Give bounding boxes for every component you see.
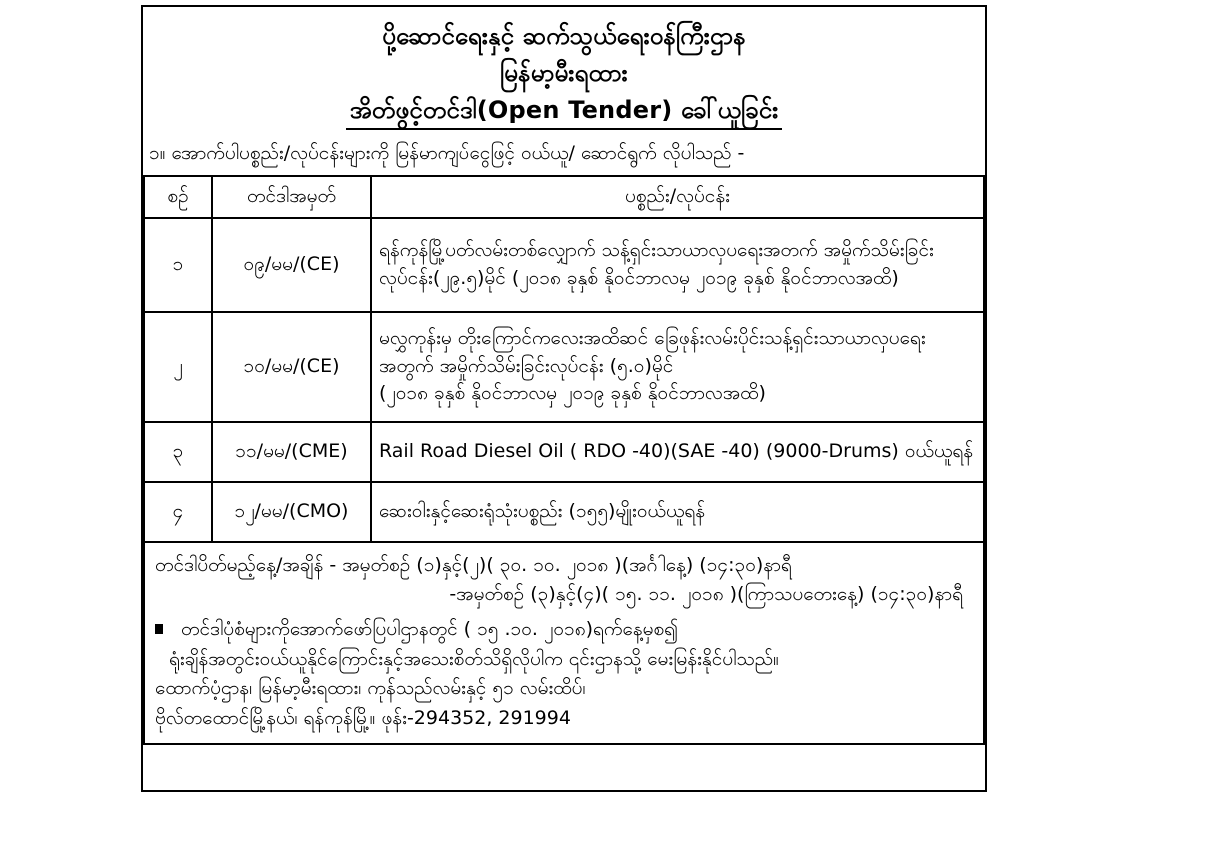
notice-title-wrap xyxy=(143,93,985,131)
row-ref: ၁၁/မမ/(CME) xyxy=(212,422,371,482)
row-desc xyxy=(371,482,984,542)
organization-title: မြန်မာ့မီးရထား xyxy=(500,58,628,87)
tender-notice-frame xyxy=(141,5,987,792)
row-no: ၁ xyxy=(144,218,212,312)
intro-paragraph: ၁။ အောက်ပါပစ္စည်း/လုပ်ငန်းများကို မြန်မာကျပ်ငွေဖြင့် ဝယ်ယူ/ ဆောင်ရွက် လိုပါသည် - xyxy=(149,142,745,165)
bullet-note xyxy=(155,615,973,674)
row-ref: ၀၉/မမ/(CE) xyxy=(212,218,371,312)
row-no: ၂ xyxy=(144,312,212,422)
notice-title: အိတ်ဖွင့်တင်ဒါ(Open Tender) ခေါ်ယူခြင်း xyxy=(346,93,783,131)
deadline-line-2: -အမှတ်စဉ် (၃)နှင့်(၄)( ၁၅. ၁၁. ၂၀၁၈ )(ကြာသပတေးနေ့) (၁၄:၃၀)နာရီ xyxy=(449,582,963,605)
row-desc xyxy=(371,218,984,312)
column-header-desc: ပစ္စည်း/လုပ်ငန်း xyxy=(371,176,984,218)
row-desc-line: အတွက် အမှိုက်သိမ်းခြင်းလုပ်ငန်း (၅.၀)မိုင် xyxy=(379,354,674,377)
row-desc xyxy=(371,312,984,422)
table-row xyxy=(144,422,984,482)
row-desc-line: ဆေးဝါးနှင့်ဆေးရုံသုံးပစ္စည်း (၁၅၅)မျိုးဝယ်ယူရန် xyxy=(379,499,706,522)
table-header-row xyxy=(144,176,984,218)
address-line-1: ထောက်ပံ့ဌာန၊ မြန်မာ့မီးရထား၊ ကုန်သည်လမ်းနှင့် ၅၁ လမ်းထိပ်၊ xyxy=(155,677,586,700)
table-header xyxy=(144,176,984,218)
table-row xyxy=(144,312,984,422)
row-no: ၃ xyxy=(144,422,212,482)
table-row xyxy=(144,218,984,312)
row-no: ၄ xyxy=(144,482,212,542)
document-header xyxy=(143,7,985,130)
column-header-ref: တင်ဒါအမှတ် xyxy=(212,176,371,218)
address-line-2: ဗိုလ်တထောင်မြို့နယ်၊ ရန်ကုန်မြို့။ ဖုန်း-294352, 291994 xyxy=(155,706,571,729)
row-desc-line: ရန်ကုန်မြို့ပတ်လမ်းတစ်လျှောက် သန့်ရှင်းသာယာလှပရေးအတက် အမှိုက်သိမ်းခြင်း xyxy=(379,238,934,261)
row-desc-line: Rail Road Diesel Oil ( RDO -40)(SAE -40) (9000-Drums) ဝယ်ယူရန် xyxy=(379,439,974,462)
ministry-title: ပို့ဆောင်ရေးနှင့် ဆက်သွယ်ရေးဝန်ကြီးဌာန xyxy=(382,22,746,50)
row-desc xyxy=(371,422,984,482)
row-desc-line: (၂၀၁၈ ခုနှစ် နိုဝင်ဘာလမှ ၂၀၁၉ ခုနှစ် နိုဝင်ဘာလအထိ) xyxy=(379,382,766,405)
tender-table xyxy=(143,175,985,543)
bullet-note-text xyxy=(169,615,973,674)
row-desc-line: လုပ်ငန်း(၂၉.၅)မိုင် (၂၀၁၈ ခုနှစ် နိုဝင်ဘာလမှ ၂၀၁၉ ခုနှစ် နိုဝင်ဘာလအထိ) xyxy=(379,266,899,289)
table-row xyxy=(144,482,984,542)
bullet-line-2: ရုံးချိန်အတွင်းဝယ်ယူနိုင်ကြောင်းနှင့်အသေးစိတ်သိရှိလိုပါက ၎င်းဌာနသို့ မေးမြန်းနိုင်ပါသည်။ xyxy=(169,647,779,670)
bullet-line-1: တင်ဒါပုံစံများကိုအောက်ဖော်ပြပါဌာနတွင် ( ၁၅ .၁၀. ၂၀၁၈)ရက်နေ့မှစ၍ xyxy=(181,618,679,641)
row-desc-line: မလွှကုန်းမှ တိုးကြောင်ကလေးအထိဆင် ခြေဖုန်းလမ်းပိုင်းသန့်ရှင်းသာယာလှပရေး xyxy=(379,327,926,350)
column-header-no: စဉ် xyxy=(144,176,212,218)
notes-section xyxy=(143,543,985,746)
table-body xyxy=(144,218,984,542)
row-ref: ၁၂/မမ/(CMO) xyxy=(212,482,371,542)
deadline-line-1: တင်ဒါပိတ်မည့်နေ့/အချိန် - အမှတ်စဉ် (၁)နှင့်(၂)( ၃၀. ၁၀. ၂၀၁၈ )(အင်္ဂါနေ့) (၁၄:၃၀)နာရီ xyxy=(155,553,792,576)
square-bullet-icon xyxy=(155,624,163,634)
row-ref: ၁၀/မမ/(CE) xyxy=(212,312,371,422)
